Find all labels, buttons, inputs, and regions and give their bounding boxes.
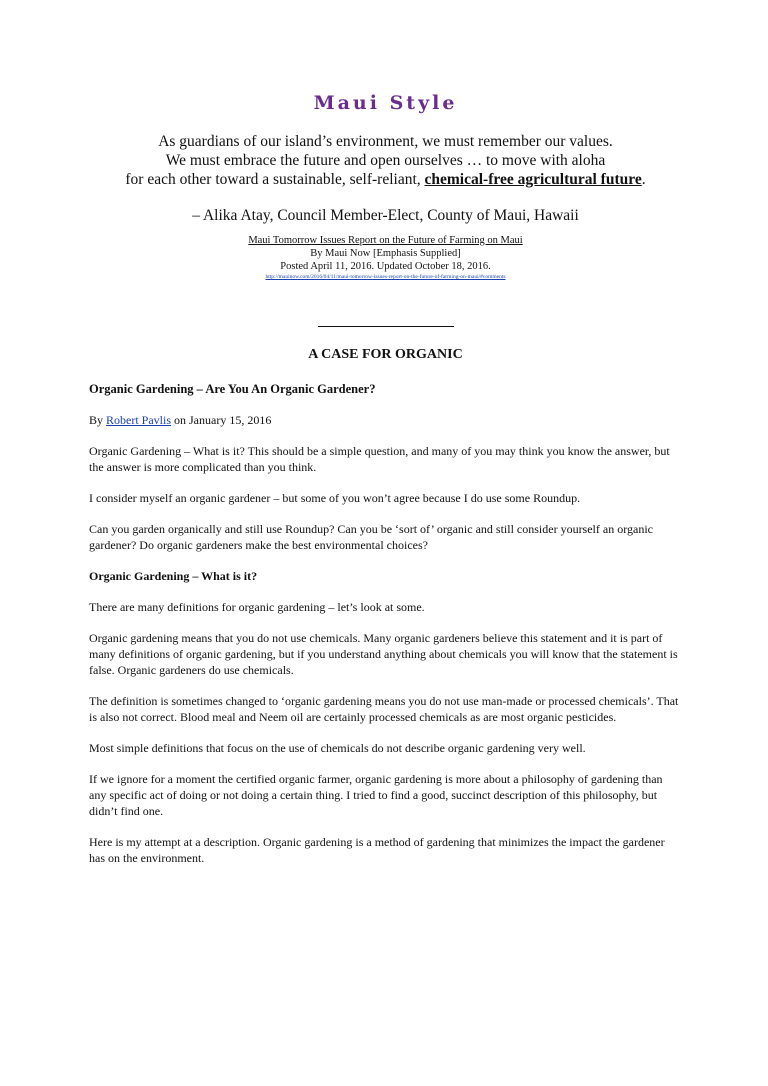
quote-line-3 bbox=[89, 170, 682, 189]
paragraph-8: If we ignore for a moment the certified organic farmer, organic gardening is more about a philosophy of gardening than any specific act of doing or not doing a certain thing. I tried to find a good, succinct description of this philosophy, but didn’t find one. bbox=[89, 772, 663, 818]
paragraph-1: Organic Gardening – What is it? This should be a simple question, and many of you may think you know the answer, but the answer is more complicated than you think. bbox=[89, 444, 670, 474]
paragraph-9: Here is my attempt at a description. Organic gardening is a method of gardening that minimizes the impact the gardener has on the environment. bbox=[89, 835, 665, 865]
paragraph-3: Can you garden organically and still use Roundup? Can you be ‘sort of’ organic and still consider yourself an organic gardener? Do organic gardeners make the best environmental choices? bbox=[89, 522, 653, 552]
author-link[interactable]: Robert Pavlis bbox=[106, 413, 172, 427]
section-divider bbox=[318, 326, 454, 327]
paragraph-7: Most simple definitions that focus on the use of chemicals do not describe organic gardening very well. bbox=[89, 741, 586, 755]
paragraph-2: I consider myself an organic gardener – but some of you won’t agree because I do use some Roundup. bbox=[89, 491, 581, 505]
section-title: A CASE FOR ORGANIC bbox=[308, 347, 463, 362]
quote-line-3-end: . bbox=[641, 171, 646, 188]
source-byline: By Maui Now [Emphasis Supplied] bbox=[310, 248, 461, 259]
paragraph-5: Organic gardening means that you do not use chemicals. Many organic gardeners believe this statement and it is part of many definitions of organic gardening, but if you understand anything about chemicals you will know that the statement is false. Organic gardeners do use chemicals. bbox=[89, 631, 678, 677]
byline-prefix: By bbox=[89, 413, 107, 427]
source-citation bbox=[89, 234, 682, 281]
source-dates: Posted April 11, 2016. Updated October 18, 2016. bbox=[280, 261, 491, 272]
source-title: Maui Tomorrow Issues Report on the Future of Farming on Maui bbox=[248, 235, 523, 246]
article-byline bbox=[89, 412, 682, 428]
quote-emphasis: chemical-free agricultural future bbox=[424, 171, 642, 188]
quote-line-2: We must embrace the future and open ourselves … to move with aloha bbox=[165, 152, 606, 169]
paragraph-4: There are many definitions for organic gardening – let’s look at some. bbox=[89, 600, 425, 614]
paragraph-6: The definition is sometimes changed to ‘organic gardening means you do not use man-made or processed chemicals’. That is also not correct. Blood meal and Neem oil are certainly processed chemicals as are most organic pesticides. bbox=[89, 694, 679, 724]
masthead-title: Maui Style bbox=[313, 92, 458, 114]
byline-date: on January 15, 2016 bbox=[171, 413, 272, 427]
source-url-link[interactable]: http://mauinow.com/2016/04/11/maui-tomorrow-issues-report-on-the-future-of-farming-on-maui/#comments bbox=[265, 274, 506, 280]
quote-attribution: – Alika Atay, Council Member-Elect, County of Maui, Hawaii bbox=[192, 207, 579, 224]
quote-line-1: As guardians of our island’s environment, we must remember our values. bbox=[158, 133, 613, 150]
quote-line-3-start: for each other toward a sustainable, self-reliant, bbox=[125, 171, 425, 188]
document-page bbox=[0, 92, 768, 1086]
article-title: Organic Gardening – Are You An Organic Gardener? bbox=[89, 382, 376, 396]
epigraph-quote bbox=[89, 132, 682, 189]
article-subheading: Organic Gardening – What is it? bbox=[89, 569, 258, 583]
